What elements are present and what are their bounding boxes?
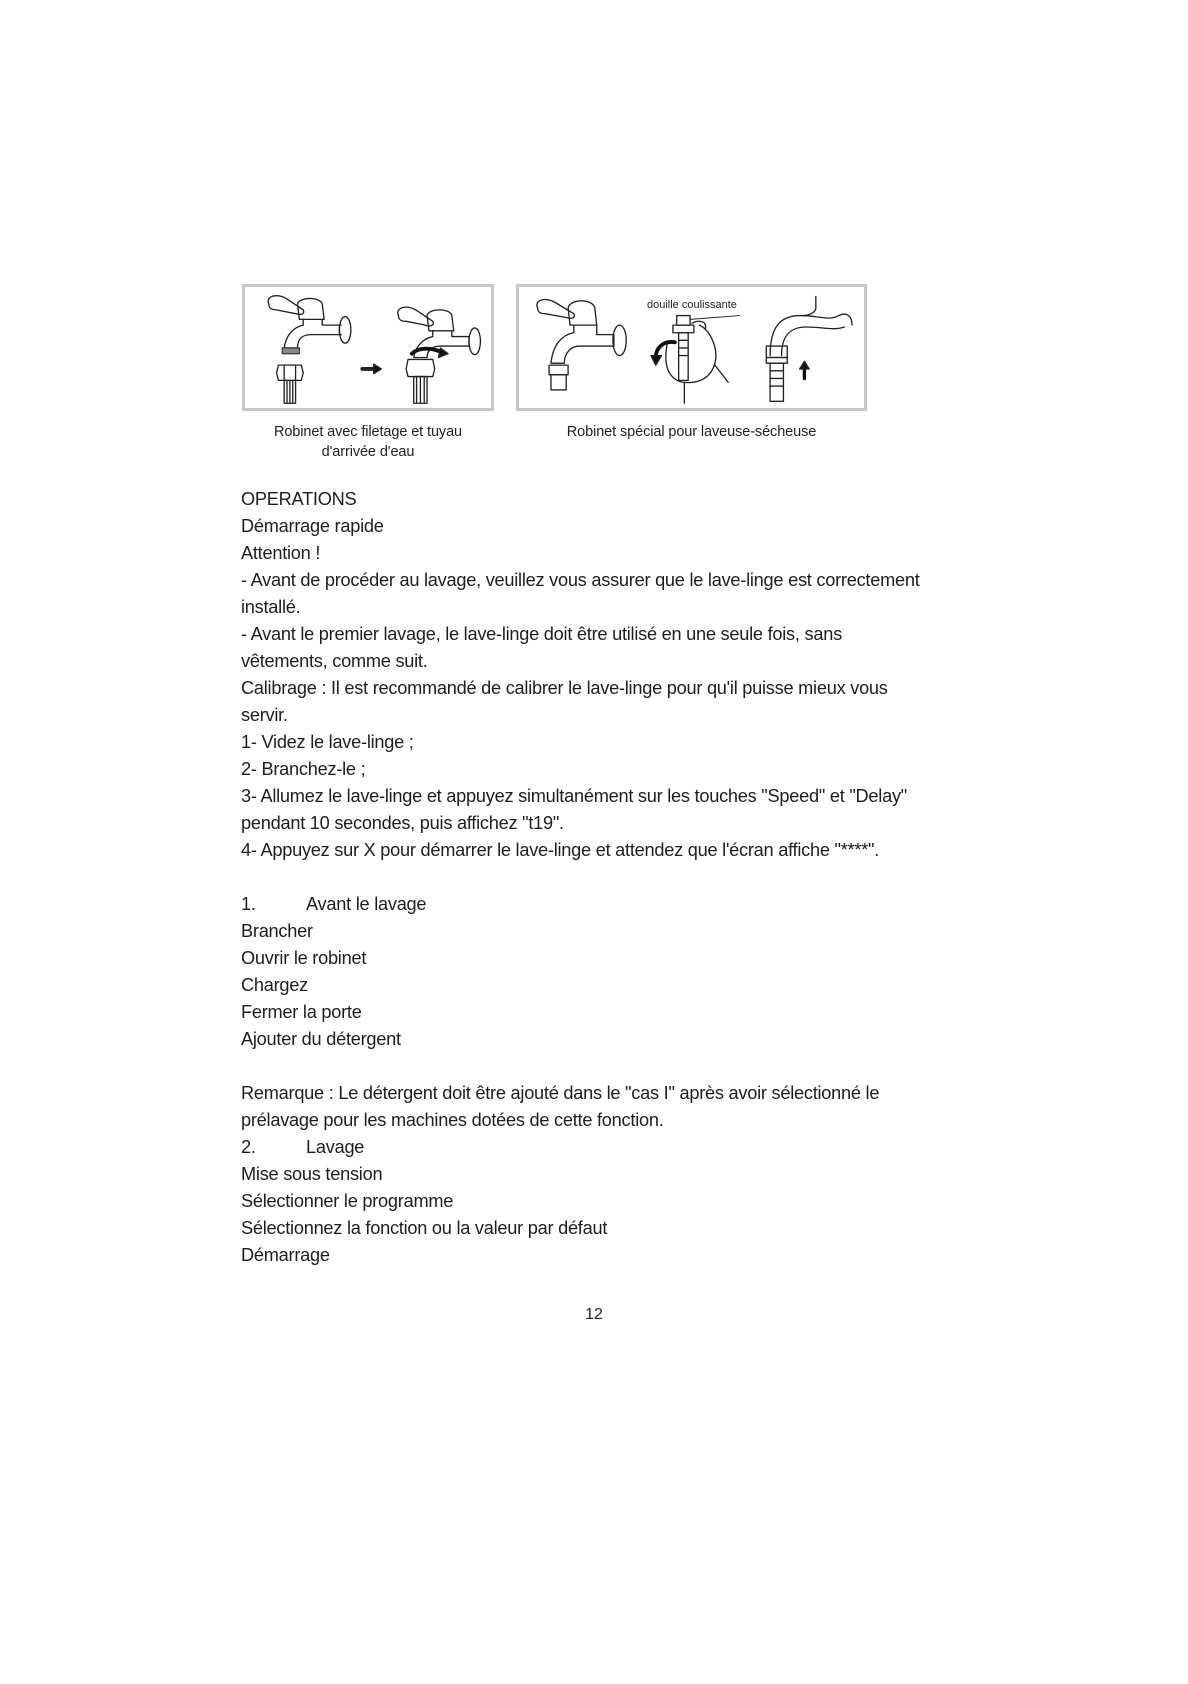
tap-icon <box>268 296 351 354</box>
list-item: Mise sous tension <box>241 1164 383 1184</box>
calibration-intro: servir. <box>241 705 288 725</box>
section-heading: OPERATIONS <box>241 489 357 509</box>
list-item: Sélectionnez la fonction ou la valeur par défaut <box>241 1218 608 1238</box>
section-title: Lavage <box>306 1137 365 1157</box>
sliding-sleeve-label: douille coulissante <box>647 299 737 311</box>
caption-line: Robinet avec filetage et tuyau <box>273 424 463 440</box>
list-item: Démarrage <box>241 1245 330 1265</box>
calibration-step: 2- Branchez-le ; <box>241 759 366 779</box>
calibration-step: 4- Appuyez sur X pour démarrer le lave-linge et attendez que l'écran affiche "****". <box>241 840 880 860</box>
list-item: Sélectionner le programme <box>241 1191 454 1211</box>
note-line: - Avant le premier lavage, le lave-linge doit être utilisé en une seule fois, sans <box>241 624 842 644</box>
remark-line: prélavage pour les machines dotées de cette fonction. <box>241 1110 664 1130</box>
figure-special-tap <box>516 284 867 411</box>
list-item: Brancher <box>241 921 313 941</box>
calibration-step: pendant 10 secondes, puis affichez "t19". <box>241 813 564 833</box>
operations-section <box>241 486 1001 1269</box>
subheading: Démarrage rapide <box>241 516 384 536</box>
hand-sliding-sleeve-icon <box>651 316 728 404</box>
arrow-up-icon <box>800 361 810 378</box>
note-line: installé. <box>241 597 301 617</box>
tap-with-connector-icon <box>398 307 481 403</box>
calibration-step: 1- Videz le lave-linge ; <box>241 732 414 752</box>
list-item: Ajouter du détergent <box>241 1029 401 1049</box>
section-1-title <box>241 891 1001 918</box>
calibration-step: 3- Allumez le lave-linge et appuyez simultanément sur les touches "Speed" et "Delay" <box>241 786 907 806</box>
attention-label: Attention ! <box>241 543 321 563</box>
spacer <box>241 864 1001 891</box>
note-line: vêtements, comme suit. <box>241 651 428 671</box>
tap-icon <box>537 299 626 389</box>
section-number: 1. <box>241 894 256 914</box>
caption-line: Robinet spécial pour laveuse-sécheuse <box>566 424 817 440</box>
page-number: 12 <box>585 1306 603 1323</box>
arrow-right-icon <box>362 364 381 374</box>
calibration-intro: Calibrage : Il est recommandé de calibrer le lave-linge pour qu'il puisse mieux vous <box>241 678 888 698</box>
note-line: - Avant de procéder au lavage, veuillez vous assurer que le lave-linge est correctement <box>241 570 920 590</box>
section-title: Avant le lavage <box>306 894 427 914</box>
caption-line: d'arrivée d'eau <box>321 444 415 460</box>
list-item: Ouvrir le robinet <box>241 948 367 968</box>
figure-threaded-tap <box>242 284 494 411</box>
list-item: Fermer la porte <box>241 1002 362 1022</box>
threaded-tap-illustration <box>245 287 491 408</box>
section-number: 2. <box>241 1137 256 1157</box>
list-item: Chargez <box>241 975 308 995</box>
remark-line: Remarque : Le détergent doit être ajouté dans le "cas I" après avoir sélectionné le <box>241 1083 880 1103</box>
figure-special-tap-caption <box>516 422 867 442</box>
section-2-title <box>241 1134 1001 1161</box>
figure-threaded-tap-caption <box>242 422 494 462</box>
hose-connector-icon <box>277 365 304 403</box>
spacer <box>241 1053 1001 1080</box>
hose-connected-icon <box>766 297 852 402</box>
